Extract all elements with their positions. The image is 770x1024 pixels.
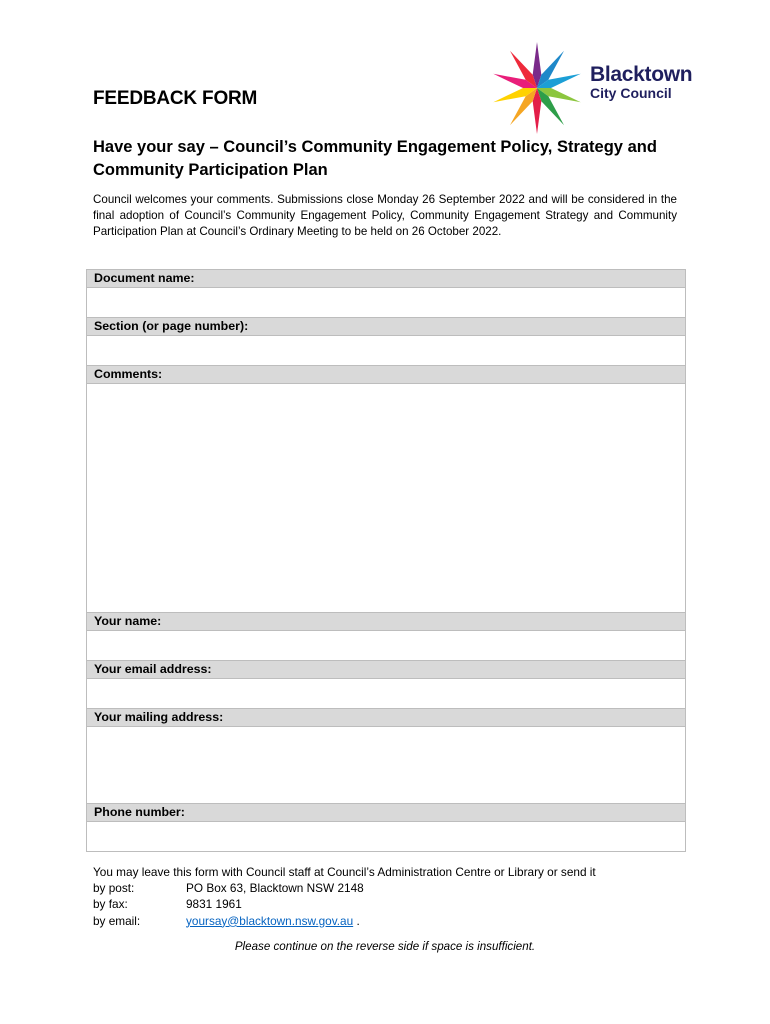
form-intro: Council welcomes your comments. Submissions close Monday 26 September 2022 and will be considered in the final adoption of Council’s Community Engagement Policy, Community Engagement Strategy and Community Participation Plan at Council’s Ordinary Meeting to be held on 26 October 2022. [93,193,677,239]
email-address-label: Your email address: [87,661,685,679]
your-name-label: Your name: [87,613,685,631]
comments-label: Comments: [87,366,685,384]
document-name-field[interactable] [87,288,685,318]
fax-label: by fax: [93,897,128,912]
phone-number-label: Phone number: [87,804,685,822]
phone-number-field[interactable] [87,822,685,851]
logo-name: Blacktown [590,63,693,86]
logo-subtitle: City Council [590,85,672,101]
email-address-field[interactable] [87,679,685,709]
logo-star-icon [487,38,587,138]
contact-fax-line [93,896,693,912]
document-name-label: Document name: [87,270,685,288]
mailing-address-label: Your mailing address: [87,709,685,727]
email-link[interactable]: yoursay@blacktown.nsw.gov.au [186,913,354,928]
contact-post-line [93,880,693,896]
section-label: Section (or page number): [87,318,685,336]
logo-text [590,64,692,101]
email-label: by email: [93,913,141,928]
contact-email-line [93,913,693,929]
mailing-address-field[interactable] [87,727,685,804]
contact-info [93,864,693,929]
email-suffix: . [353,913,360,928]
section-field[interactable] [87,336,685,366]
contact-intro: You may leave this form with Council staff at Council’s Administration Centre or Library or send it [93,865,596,879]
form-heading: Have your say – Council’s Community Engagement Policy, Strategy and Community Participation Plan [93,138,657,179]
footnote: Please continue on the reverse side if space is insufficient. [234,940,536,953]
post-value: PO Box 63, Blacktown NSW 2148 [186,881,364,896]
form-title: FEEDBACK FORM [93,88,258,109]
your-name-field[interactable] [87,631,685,661]
post-label: by post: [93,881,135,896]
fax-value: 9831 1961 [186,897,242,912]
feedback-form-table [86,269,686,852]
comments-field[interactable] [87,384,685,613]
